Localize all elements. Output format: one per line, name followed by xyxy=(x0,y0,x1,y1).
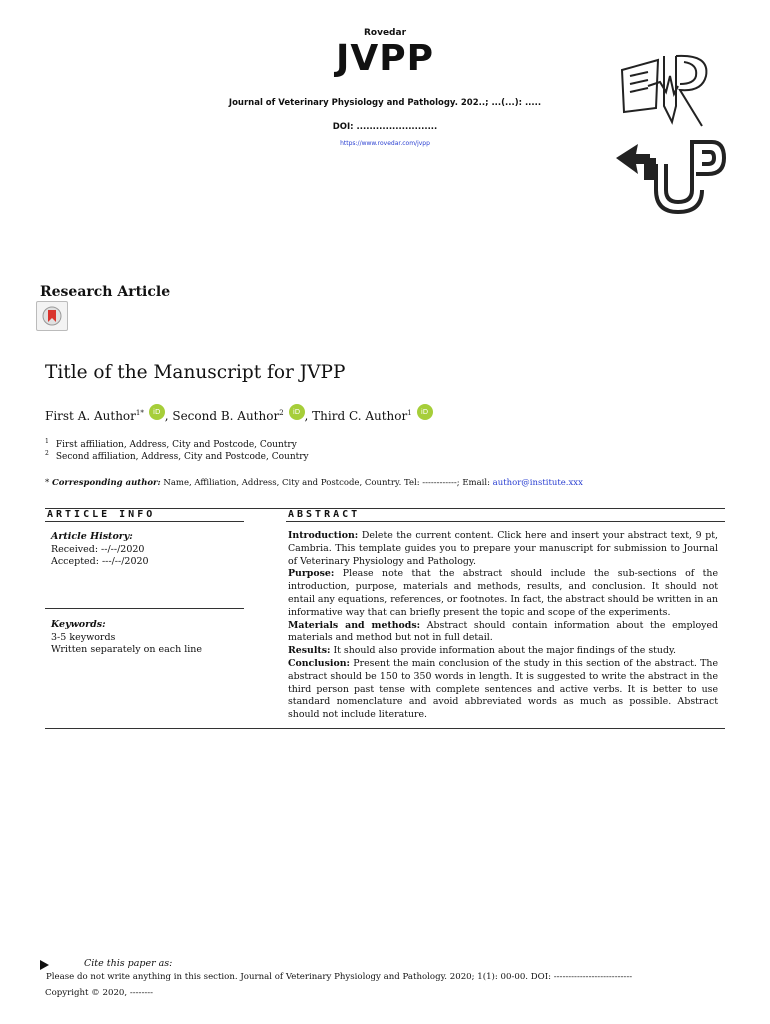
section-bottom-rule xyxy=(45,728,725,729)
methods-label: Materials and methods: xyxy=(288,619,421,631)
intro-text: Delete the current content. Click here and insert your abstract text, 9 pt, Cambria. This template guides you to prepare your manuscript for submission to Journal of Veterinary Physiology and Pathology. xyxy=(288,530,718,567)
affiliation-text: First affiliation, Address, City and Postcode, Country xyxy=(55,440,297,450)
abstract-rule xyxy=(286,521,725,522)
conclusion-text: Present the main conclusion of the study in this section of the abstract. The abstract should be 150 to 350 words in length. It is suggested to write the abstract in the third person past tense with complete sentences and active verbs. It is better to use standard nomenclature and avoid abbreviated words as much as possible. Abstract should not include literature. xyxy=(288,657,718,721)
manuscript-title: Title of the Manuscript for JVPP xyxy=(45,362,346,383)
author-separator: , xyxy=(164,409,173,423)
orcid-icon[interactable]: iD xyxy=(417,404,433,420)
corresponding-text: Name, Affiliation, Address, City and Postcode, Country. Tel: ------------; Email: xyxy=(163,478,490,488)
intro-label: Introduction: xyxy=(288,530,359,541)
keywords-block xyxy=(51,619,202,657)
author-name: Second B. Author xyxy=(172,409,280,423)
author-separator: , xyxy=(304,409,313,423)
author-superscript: 2 xyxy=(279,409,284,417)
received-date: Received: --/--/2020 xyxy=(51,543,145,555)
crossmark-icon xyxy=(37,302,67,330)
article-history xyxy=(51,531,149,569)
affiliation-number: 1 xyxy=(45,438,49,445)
corresponding-label: Corresponding author: xyxy=(51,478,161,488)
keyword-line: Written separately on each line xyxy=(51,644,203,655)
author-list xyxy=(45,404,433,423)
copyright-notice: Copyright © 2020, -------- xyxy=(45,988,154,998)
abstract-heading: ABSTRACT xyxy=(288,509,361,520)
cite-label: Cite this paper as: xyxy=(84,958,173,969)
article-history-label: Article History: xyxy=(51,531,133,542)
abstract-introduction xyxy=(288,530,718,568)
abstract-conclusion xyxy=(288,658,718,722)
doi-line: DOI: ......................... xyxy=(332,122,438,132)
orcid-icon[interactable]: iD xyxy=(289,404,305,420)
author-superscript: 1* xyxy=(135,409,144,417)
purpose-text: Please note that the abstract should include the sub-sections of the introduction, purpose, materials and methods, results, and conclusion. It should not entail any equations, references, or footnotes. In fact, the abstract should be written in an informative way that can briefly present the topic and scope of the experiments. xyxy=(288,568,718,618)
article-info-rule xyxy=(45,521,244,522)
results-label: Results: xyxy=(288,645,331,657)
corresponding-star: * xyxy=(45,478,50,488)
publisher-name: Rovedar xyxy=(363,28,407,38)
abstract-purpose xyxy=(288,568,718,619)
abstract-methods xyxy=(288,620,718,646)
cite-text: Please do not write anything in this section. Journal of Veterinary Physiology and Pathology. 2020; 1(1): 00-00. DOI: --------------------------- xyxy=(46,972,633,982)
accepted-date: Accepted: ---/--/2020 xyxy=(51,556,149,567)
check-for-updates-button[interactable] xyxy=(36,301,68,331)
article-info-heading: ARTICLE INFO xyxy=(47,509,156,520)
author-name: First A. Author xyxy=(45,409,136,423)
author-superscript: 1 xyxy=(407,409,412,417)
corresponding-author xyxy=(45,478,583,488)
play-arrow-icon xyxy=(40,960,49,970)
results-text: It should also provide information about the major findings of the study. xyxy=(330,645,676,657)
purpose-label: Purpose: xyxy=(288,568,335,580)
affiliation-number: 2 xyxy=(45,450,49,457)
affiliation-1 xyxy=(45,438,297,450)
journal-citation-line: Journal of Veterinary Physiology and Pathology. 202..; ...(...): ..... xyxy=(228,98,542,108)
orcid-icon[interactable]: iD xyxy=(149,404,165,420)
methods-text: Abstract should contain information about the employed materials and method but not in full detail. xyxy=(288,619,718,644)
corresponding-email-link[interactable]: author@institute.xxx xyxy=(492,478,583,488)
keywords-label: Keywords: xyxy=(51,619,106,630)
affiliation-text: Second affiliation, Address, City and Postcode, Country xyxy=(55,452,309,462)
article-type-heading: Research Article xyxy=(40,284,171,300)
journal-abbreviation: JVPP xyxy=(335,38,435,79)
keywords-rule xyxy=(45,608,244,609)
abstract-results xyxy=(288,645,718,658)
conclusion-label: Conclusion: xyxy=(288,657,350,669)
jvpp-logo-icon xyxy=(612,134,728,220)
keyword-line: 3-5 keywords xyxy=(51,631,116,643)
rovedar-logo-icon xyxy=(618,46,714,130)
affiliation-2 xyxy=(45,450,309,462)
author-name: Third C. Author xyxy=(312,409,408,423)
abstract-body xyxy=(288,530,718,722)
journal-url-link[interactable]: https://www.rovedar.com/jvpp xyxy=(340,140,430,147)
